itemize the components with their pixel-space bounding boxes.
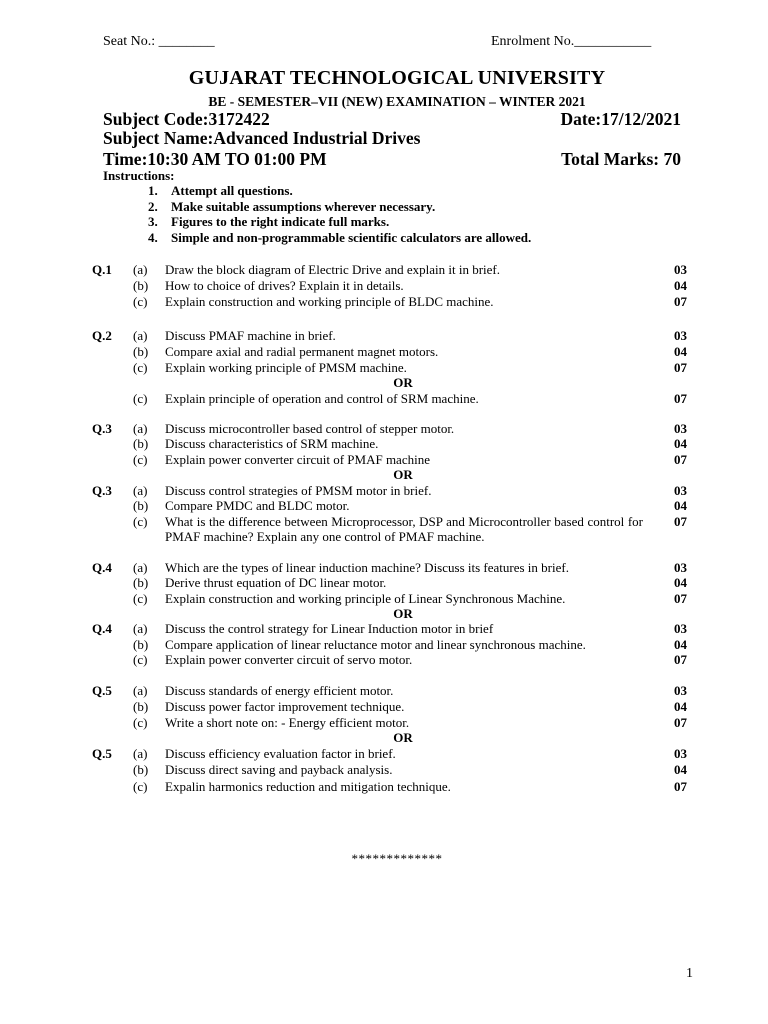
question-part: (b): [133, 637, 149, 652]
question-marks: 07: [674, 779, 687, 794]
question-part: (c): [133, 514, 148, 529]
question-number: Q.3: [92, 483, 112, 498]
question-part: (a): [133, 421, 148, 436]
question-part: (c): [133, 715, 148, 730]
instruction-number: 2.: [148, 198, 158, 214]
question-number: Q.4: [92, 560, 112, 575]
question-text: Derive thrust equation of DC linear motor.: [165, 575, 387, 590]
question-marks: 03: [674, 746, 687, 761]
question-marks: 04: [674, 278, 687, 293]
question-text: Explain construction and working principle of Linear Synchronous Machine.: [165, 591, 566, 606]
question-marks: 03: [674, 560, 687, 575]
question-part: (c): [133, 391, 148, 406]
question-text: Discuss the control strategy for Linear Induction motor in brief: [165, 621, 494, 636]
question-marks: 04: [674, 575, 687, 590]
question-number: Q.4: [92, 621, 112, 636]
question-part: (a): [133, 683, 148, 698]
instruction-text: Simple and non-programmable scientific calculators are allowed.: [171, 229, 532, 245]
question-number: Q.5: [92, 683, 112, 698]
question-part: (a): [133, 328, 148, 343]
question-marks: 07: [674, 514, 687, 529]
question-text: Compare axial and radial permanent magnet motors.: [165, 344, 439, 359]
question-marks: 07: [674, 591, 687, 606]
question-part: (b): [133, 344, 149, 359]
question-marks: 07: [674, 652, 687, 667]
question-part: (b): [133, 498, 149, 513]
or-divider: OR: [393, 730, 413, 745]
question-text: Discuss microcontroller based control of stepper motor.: [165, 421, 455, 436]
subject-name: Subject Name:Advanced Industrial Drives: [103, 128, 421, 148]
question-text: Discuss direct saving and payback analysis.: [165, 762, 393, 777]
instruction-item: [148, 214, 531, 230]
question-text: Discuss PMAF machine in brief.: [165, 328, 336, 343]
instruction-text: Attempt all questions.: [171, 183, 293, 198]
exam-time: Time:10:30 AM TO 01:00 PM: [103, 149, 327, 169]
question-part: (b): [133, 575, 149, 590]
question-text: Write a short note on: - Energy efficient motor.: [165, 715, 410, 730]
question-part: (a): [133, 621, 148, 636]
question-marks: 07: [674, 452, 687, 467]
seat-no-field: Seat No.: ________: [103, 34, 215, 49]
question-part: (b): [133, 699, 149, 714]
question-marks: 04: [674, 637, 687, 652]
question-marks: 04: [674, 762, 687, 777]
question-text: Discuss efficiency evaluation factor in brief.: [165, 746, 396, 761]
end-of-paper-stars: *************: [351, 851, 443, 866]
instruction-text: Make suitable assumptions wherever necessary.: [171, 198, 436, 214]
question-marks: 03: [674, 483, 687, 498]
total-marks: Total Marks: 70: [561, 149, 681, 169]
question-marks: 04: [674, 498, 687, 513]
or-divider: OR: [393, 467, 413, 482]
question-text: Explain working principle of PMSM machine.: [165, 360, 407, 375]
question-marks: 03: [674, 328, 687, 343]
question-text: Explain principle of operation and control of SRM machine.: [165, 391, 479, 406]
instruction-text: Figures to the right indicate full marks.: [171, 214, 390, 230]
question-text: Expalin harmonics reduction and mitigation technique.: [165, 779, 451, 794]
exam-date: Date:17/12/2021: [560, 109, 681, 129]
question-text: Explain power converter circuit of servo motor.: [165, 652, 413, 667]
instruction-number: 4.: [148, 229, 158, 245]
question-part: (a): [133, 746, 148, 761]
question-marks: 07: [674, 294, 687, 309]
question-text: Explain power converter circuit of PMAF machine: [165, 452, 430, 467]
question-marks: 03: [674, 421, 687, 436]
or-divider: OR: [393, 606, 413, 621]
question-text: Draw the block diagram of Electric Drive and explain it in brief.: [165, 262, 500, 277]
question-marks: 07: [674, 715, 687, 730]
page-number: 1: [686, 966, 693, 981]
question-text: What is the difference between Microprocessor, DSP and Microcontroller based control for PMAF machine? Explain any one control of PMAF machine.: [165, 514, 643, 544]
question-marks: 04: [674, 344, 687, 359]
question-text: Compare PMDC and BLDC motor.: [165, 498, 350, 513]
or-divider: OR: [393, 375, 413, 390]
enrolment-no-field: Enrolment No.___________: [491, 34, 652, 49]
question-number: Q.5: [92, 746, 112, 761]
instructions-heading: Instructions:: [103, 168, 175, 183]
question-part: (b): [133, 762, 149, 777]
question-marks: 07: [674, 391, 687, 406]
question-number: Q.2: [92, 328, 112, 343]
question-text: Discuss standards of energy efficient motor.: [165, 683, 394, 698]
question-marks: 04: [674, 699, 687, 714]
exam-title: BE - SEMESTER–VII (NEW) EXAMINATION – WINTER 2021: [208, 94, 586, 109]
question-marks: 03: [674, 621, 687, 636]
question-number: Q.3: [92, 421, 112, 436]
question-marks: 03: [674, 683, 687, 698]
instruction-item: [148, 183, 531, 199]
question-part: (c): [133, 779, 148, 794]
instruction-number: 1.: [148, 183, 158, 198]
instruction-item: [148, 230, 531, 246]
question-part: (a): [133, 262, 148, 277]
question-part: (c): [133, 591, 148, 606]
question-part: (b): [133, 278, 149, 293]
question-part: (b): [133, 436, 149, 451]
question-marks: 07: [674, 360, 687, 375]
instructions-list: [148, 183, 531, 245]
question-part: (a): [133, 560, 148, 575]
question-text: Discuss power factor improvement technique.: [165, 699, 405, 714]
question-part: (a): [133, 483, 148, 498]
question-part: (c): [133, 652, 148, 667]
question-text: Discuss characteristics of SRM machine.: [165, 436, 379, 451]
question-number: Q.1: [92, 262, 112, 277]
question-part: (c): [133, 452, 148, 467]
question-text: Explain construction and working principle of BLDC machine.: [165, 294, 494, 309]
question-marks: 03: [674, 262, 687, 277]
question-part: (c): [133, 360, 148, 375]
question-text: How to choice of drives? Explain it in details.: [165, 278, 404, 293]
question-part: (c): [133, 294, 148, 309]
instruction-number: 3.: [148, 214, 158, 230]
university-title: GUJARAT TECHNOLOGICAL UNIVERSITY: [188, 67, 606, 89]
question-text: Compare application of linear reluctance motor and linear synchronous machine.: [165, 637, 586, 652]
question-text: Discuss control strategies of PMSM motor in brief.: [165, 483, 432, 498]
instruction-item: [148, 199, 531, 215]
question-text: Which are the types of linear induction machine? Discuss its features in brief.: [165, 560, 569, 575]
subject-code: Subject Code:3172422: [103, 109, 270, 129]
question-marks: 04: [674, 436, 687, 451]
